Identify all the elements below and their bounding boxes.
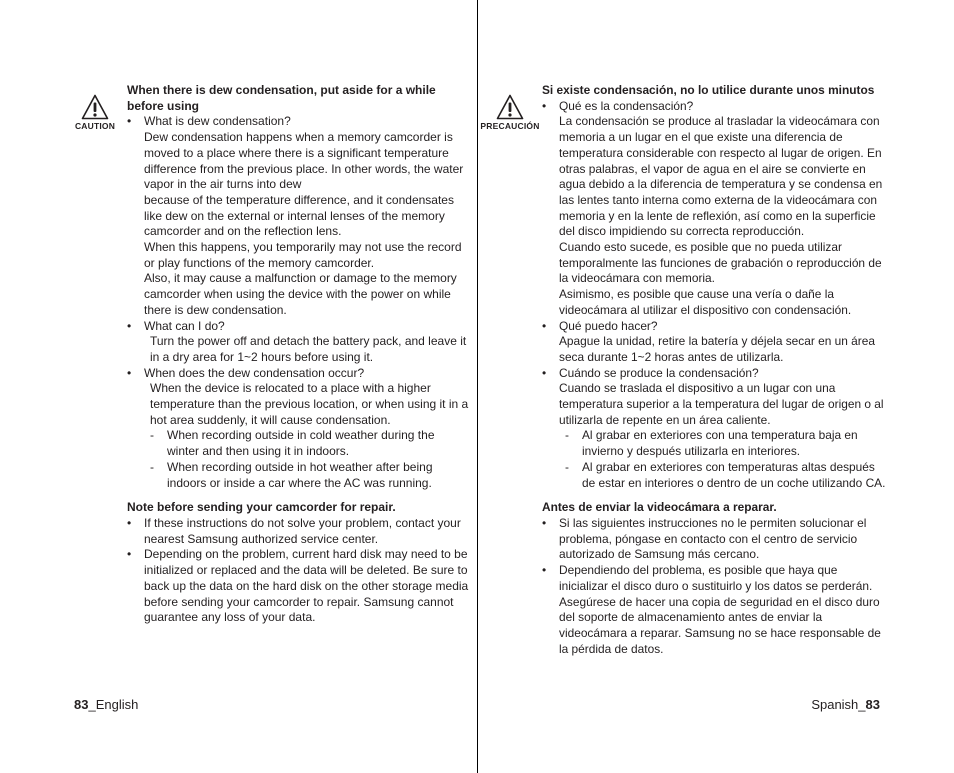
sub-list <box>144 428 469 491</box>
answer-text: Cuando se traslada el dispositivo a un lugar con una temperatura superior a la temperatura del lugar de origen o al utilizarla de repente en un área caliente. <box>559 381 884 427</box>
note-block <box>127 500 469 626</box>
sub-list <box>559 428 888 491</box>
question-title: Qué es la condensación? <box>559 98 694 113</box>
warning-triangle-icon <box>496 94 524 120</box>
list-item: • Si las siguientes instrucciones no le permiten solucionar el problema, póngase en contacto con el centro de servicio autorizado de Samsung más cercano. <box>542 516 888 563</box>
precaucion-block <box>478 94 542 131</box>
answer-text: Cuando esto sucede, es posible que no pueda utilizar temporalmente las funciones de grabación o reproducción de la videocámara con memoria. <box>559 240 882 286</box>
list-item: • Depending on the problem, current hard disk may need to be initialized or replaced and the data will be deleted. Be sure to back up the data on the hard disk on the other storage media before sending your camcorder to repair. Samsung cannot guarantee any loss of your data. <box>127 547 469 626</box>
list-item <box>542 366 888 492</box>
question-title: When does the dew condensation occur? <box>144 365 365 380</box>
caution-block <box>67 94 123 131</box>
sub-list-item: - When recording outside in hot weather after being indoors or inside a car where the AC was running. <box>150 460 469 491</box>
list-item <box>127 114 469 318</box>
answer-text: When this happens, you temporarily may not use the record or play functions of the memory camcorder. <box>144 240 462 270</box>
sub-list-item: - Al grabar en exteriores con una temperatura baja en invierno y después utilizarla en interiores. <box>565 428 888 459</box>
page-footer-left <box>74 697 138 712</box>
section-heading: Si existe condensación, no lo utilice durante unos minutos <box>542 83 875 97</box>
language-label: Spanish_ <box>811 697 866 712</box>
answer-text: Turn the power off and detach the battery pack, and leave it in a dry area for 1~2 hours before using it. <box>150 334 467 364</box>
list-item <box>127 319 469 366</box>
note-heading: Antes de enviar la videocámara a reparar. <box>542 500 777 515</box>
answer-text: Also, it may cause a malfunction or damage to the memory camcorder when using the device with the power on while there is dew condensation. <box>144 271 457 317</box>
right-column <box>542 83 888 657</box>
answer-text: Apague la unidad, retire la batería y déjela secar en un área seca durante 1~2 horas antes de utilizarla. <box>559 334 875 364</box>
list-item: • Dependiendo del problema, es posible que haya que inicializar el disco duro o sustituirlo y los datos se perderán. Asegúrese de hacer una copia de seguridad en el disco duro del soporte de almacenamiento antes de enviar la videocámara a reparar. Samsung no se hace responsable de la pérdida de datos. <box>542 563 888 657</box>
caution-label: PRECAUCIÓN <box>480 121 540 131</box>
question-title: Cuándo se produce la condensación? <box>559 365 759 380</box>
caution-label: CAUTION <box>74 121 116 131</box>
answer-text: because of the temperature difference, and it condensates like dew on the external or internal lenses of the memory camcorder and on the reflection lens. <box>144 192 454 239</box>
dew-list <box>127 114 469 491</box>
list-item <box>127 366 469 492</box>
sub-list-item: - When recording outside in cold weather during the winter and then using it in indoors. <box>150 428 469 459</box>
question-title: Qué puedo hacer? <box>559 318 658 333</box>
page-number: 83 <box>865 697 880 712</box>
note-list <box>542 516 888 657</box>
list-item <box>542 99 888 319</box>
sub-list-item: - Al grabar en exteriores con temperaturas altas después de estar en interiores o dentro de un coche utilizando CA. <box>565 460 888 491</box>
note-heading: Note before sending your camcorder for repair. <box>127 500 396 515</box>
note-block <box>542 500 888 657</box>
left-column <box>127 83 469 626</box>
answer-text: Asimismo, es posible que cause una vería o dañe la videocámara al utilizar el dispositivo con condensación. <box>559 287 852 317</box>
section-heading: When there is dew condensation, put aside for a while before using <box>127 83 436 113</box>
answer-text: When the device is relocated to a place with a higher temperature than the previous location, or when using it in a hot area suddenly, it will cause condensation. <box>150 381 469 427</box>
list-item <box>542 319 888 366</box>
list-item: • If these instructions do not solve your problem, contact your nearest Samsung authorized service center. <box>127 516 469 547</box>
dew-list <box>542 99 888 492</box>
note-list <box>127 516 469 626</box>
language-label: _English <box>88 697 139 712</box>
page-number: 83 <box>74 697 89 712</box>
answer-text: Dew condensation happens when a memory camcorder is moved to a place where there is a significant temperature difference from the previous place. In other words, the water vapor in the air turns into dew <box>144 130 464 192</box>
question-title: What is dew condensation? <box>144 114 291 129</box>
answer-text: La condensación se produce al trasladar la videocámara con memoria a un lugar en el que existe una diferencia de temperatura considerable con respecto al lugar de origen. En otras palabras, el vapor de agua en el aire se convierte en agua debido a la diferencia de temperatura y se condensa en las lentes tanto interna como externa de la videocámara con memoria y en la lente de reflexión, así como en la superficie del disco impidiendo su correcta reproducción. <box>559 114 883 239</box>
question-title: What can I do? <box>144 318 225 333</box>
warning-triangle-icon <box>81 94 109 120</box>
page-footer-right <box>811 697 880 712</box>
